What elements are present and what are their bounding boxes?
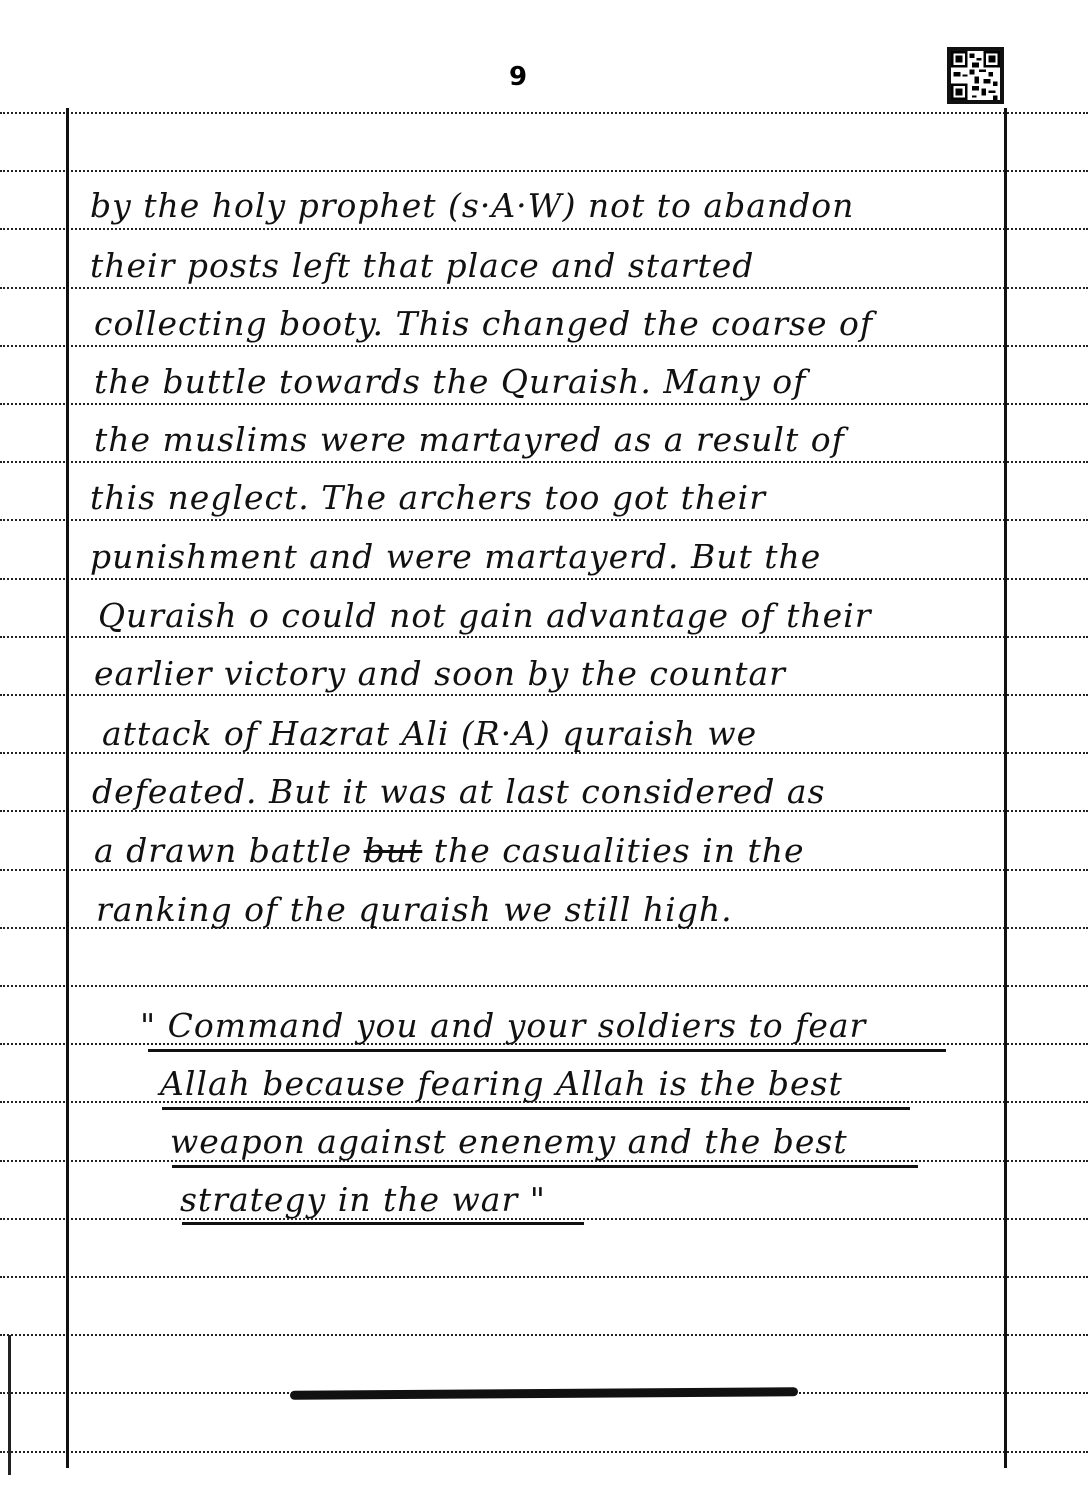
ruled-line — [0, 170, 1088, 172]
ruled-line — [0, 578, 1088, 580]
body-line: collecting booty. This changed the coarse of — [94, 304, 874, 343]
ruled-line — [0, 228, 1088, 230]
line-text: the casualities in the — [422, 831, 805, 870]
ruled-line — [0, 403, 1088, 405]
body-line: attack of Hazrat Ali (R·A) quraish we — [102, 714, 758, 753]
ruled-line — [0, 287, 1088, 289]
quote-line: strategy in the war " — [180, 1180, 546, 1219]
page-edge-mark — [8, 1335, 11, 1475]
page-number: 9 — [508, 62, 528, 92]
quote-underline — [162, 1107, 910, 1110]
body-line-with-strikethrough — [94, 831, 805, 871]
body-line: the buttle towards the Quraish. Many of — [94, 362, 807, 401]
body-line: defeated. But it was at last considered as — [92, 772, 826, 811]
line-text: a drawn battle — [94, 831, 364, 870]
qr-code-icon — [947, 47, 1004, 104]
ruled-line — [0, 519, 1088, 521]
ruled-line — [0, 985, 1088, 987]
body-line: their posts left that place and started — [90, 246, 755, 285]
closing-bar — [290, 1387, 798, 1400]
quote-line: Allah because fearing Allah is the best — [160, 1064, 843, 1103]
quote-underline — [148, 1049, 946, 1052]
ruled-line — [0, 112, 1088, 114]
ruled-line — [0, 636, 1088, 638]
ruled-line — [0, 1451, 1088, 1453]
right-margin-line — [1004, 108, 1007, 1468]
ruled-line — [0, 1276, 1088, 1278]
left-margin-line — [66, 108, 69, 1468]
body-line: the muslims were martayred as a result of — [94, 420, 845, 459]
ruled-line — [0, 345, 1088, 347]
ruled-line — [0, 461, 1088, 463]
quote-underline — [182, 1222, 584, 1225]
body-line: Quraish o could not gain advantage of their — [98, 596, 872, 635]
body-line: by the holy prophet (s·A·W) not to abandon — [90, 186, 855, 225]
quote-underline — [172, 1165, 918, 1168]
struck-word: but — [363, 831, 423, 870]
quote-line: weapon against enenemy and the best — [170, 1122, 848, 1161]
ruled-line — [0, 694, 1088, 696]
ruled-line — [0, 1334, 1088, 1336]
body-line: this neglect. The archers too got their — [90, 478, 767, 517]
body-line: ranking of the quraish we still high. — [96, 890, 733, 929]
quote-line: " Command you and your soldiers to fear — [140, 1006, 867, 1045]
body-line: earlier victory and soon by the countar — [94, 654, 786, 693]
body-line: punishment and were martayerd. But the — [90, 537, 822, 576]
